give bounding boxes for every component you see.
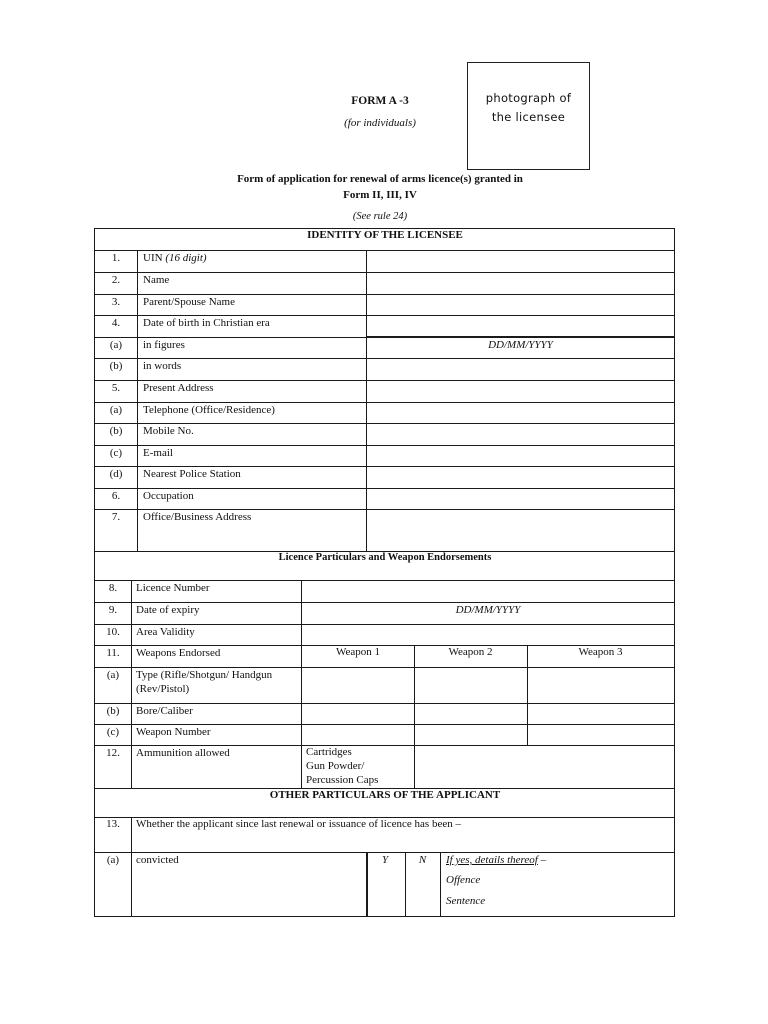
licence-row-label: Type (Rifle/Shotgun/ Handgun — [136, 669, 273, 681]
licence-row-number: (b) — [106, 705, 120, 717]
identity-row-number: (c) — [109, 447, 123, 459]
identity-row-number: (b) — [109, 360, 123, 372]
photo-label-line1: photograph of — [485, 91, 572, 105]
licence-row-number: 12. — [106, 747, 120, 759]
identity-row-label — [143, 424, 194, 438]
grid-line-v — [94, 228, 95, 917]
identity-row-label — [143, 489, 194, 503]
licence-row-label: Weapons Endorsed — [136, 647, 221, 659]
grid-line-v — [366, 250, 367, 551]
grid-line-h — [94, 445, 674, 446]
identity-row-number: 2. — [111, 274, 121, 286]
identity-label-text: Office/Business Address — [143, 511, 252, 523]
identity-label-text: Nearest Police Station — [143, 468, 241, 480]
form-number: FORM A -3 — [351, 95, 409, 107]
grid-line-v — [440, 852, 441, 916]
offence-label: Offence — [446, 874, 481, 886]
licence-row-label: Bore/Caliber — [136, 705, 193, 717]
identity-row-number: (a) — [109, 339, 123, 351]
licence-row-label-cont: (Rev/Pistol) — [136, 683, 190, 695]
q13-text: Whether the applicant since last renewal or issuance of licence has been – — [136, 818, 461, 830]
identity-label-note: (16 digit) — [165, 252, 207, 264]
identity-row-label — [143, 381, 214, 395]
form-heading-line1: Form of application for renewal of arms licence(s) granted in — [237, 173, 523, 185]
licence-row-value-field[interactable]: DD/MM/YYYY — [455, 604, 521, 616]
details-label — [446, 853, 546, 867]
ammo-percussion-caps: Percussion Caps — [306, 774, 379, 786]
grid-line-v — [131, 580, 132, 788]
ammo-gun-powder: Gun Powder/ — [306, 760, 365, 772]
identity-row-number: 6. — [111, 490, 121, 502]
identity-row-label — [143, 359, 181, 373]
identity-row-number: (d) — [109, 468, 123, 480]
q13-number: 13. — [106, 818, 120, 830]
grid-line-v — [137, 250, 138, 551]
grid-line-v — [414, 645, 415, 788]
other-section-header: OTHER PARTICULARS OF THE APPLICANT — [269, 789, 501, 801]
licence-row-number: 10. — [106, 626, 120, 638]
licence-section-header: Licence Particulars and Weapon Endorsements — [278, 552, 492, 563]
identity-row-number: 1. — [111, 252, 121, 264]
identity-label-text: E-mail — [143, 447, 173, 459]
form-heading-line2: Form II, III, IV — [343, 189, 417, 201]
licence-row-label: Licence Number — [136, 582, 210, 594]
grid-line-v — [674, 228, 675, 917]
yes-option[interactable]: Y — [381, 854, 389, 866]
photo-label-line2: the licensee — [491, 110, 566, 124]
licence-row-number: (a) — [106, 669, 120, 681]
photograph-box — [467, 62, 590, 170]
weapon-3-header: Weapon 3 — [578, 646, 623, 658]
identity-row-number: 4. — [111, 317, 121, 329]
weapon-2-header: Weapon 2 — [448, 646, 493, 658]
identity-label-text: UIN — [143, 252, 166, 264]
identity-row-label — [143, 338, 185, 352]
identity-row-label — [143, 251, 207, 265]
identity-label-text: Mobile No. — [143, 425, 194, 437]
licence-row-number: 11. — [106, 647, 120, 659]
identity-row-number: 7. — [111, 511, 121, 523]
rule-reference: (See rule 24) — [352, 211, 408, 222]
licence-row-number: 8. — [108, 582, 118, 594]
identity-label-text: in words — [143, 360, 182, 372]
identity-row-number: 5. — [111, 382, 121, 394]
identity-label-text: Occupation — [143, 490, 194, 502]
identity-row-label — [143, 510, 251, 524]
identity-row-number: 3. — [111, 296, 121, 308]
grid-line-h — [94, 916, 675, 917]
sentence-label: Sentence — [446, 895, 486, 907]
identity-row-label — [143, 295, 235, 309]
identity-row-label — [143, 467, 241, 481]
identity-label-text: Date of birth in Christian era — [143, 317, 270, 329]
grid-line-v — [527, 645, 528, 745]
q13a-number: (a) — [106, 854, 120, 866]
licence-row-number: 9. — [108, 604, 118, 616]
identity-row-number: (a) — [109, 404, 123, 416]
grid-line-h — [366, 336, 674, 337]
identity-row-label — [143, 273, 169, 287]
grid-line-v — [131, 817, 132, 916]
identity-label-text: in figures — [143, 339, 185, 351]
licence-row-label: Area Validity — [136, 626, 195, 638]
identity-section-header: IDENTITY OF THE LICENSEE — [307, 229, 463, 241]
licence-row-label: Weapon Number — [136, 726, 211, 738]
licence-row-label: Ammunition allowed — [136, 747, 230, 759]
identity-row-label — [143, 446, 173, 460]
identity-label-text: Name — [143, 274, 170, 286]
identity-row-label — [143, 403, 275, 417]
identity-label-text: Parent/Spouse Name — [143, 296, 235, 308]
weapon-1-header: Weapon 1 — [335, 646, 381, 658]
identity-label-text: Telephone (Office/Residence) — [143, 404, 275, 416]
licence-row-number: (c) — [106, 726, 120, 738]
identity-row-number: (b) — [109, 425, 123, 437]
ammo-cartridges: Cartridges — [306, 746, 352, 758]
form-subtitle: (for individuals) — [344, 117, 416, 129]
q13a-label: convicted — [136, 854, 179, 866]
identity-row-value-field[interactable]: DD/MM/YYYY — [488, 339, 553, 351]
identity-label-text: Present Address — [143, 382, 214, 394]
grid-line-h — [94, 272, 674, 273]
details-dash: – — [537, 854, 547, 866]
licence-row-label: Date of expiry — [136, 604, 200, 616]
identity-row-label — [143, 316, 270, 330]
no-option[interactable]: N — [418, 854, 427, 866]
details-underlined: If yes, details thereof — [446, 854, 538, 866]
